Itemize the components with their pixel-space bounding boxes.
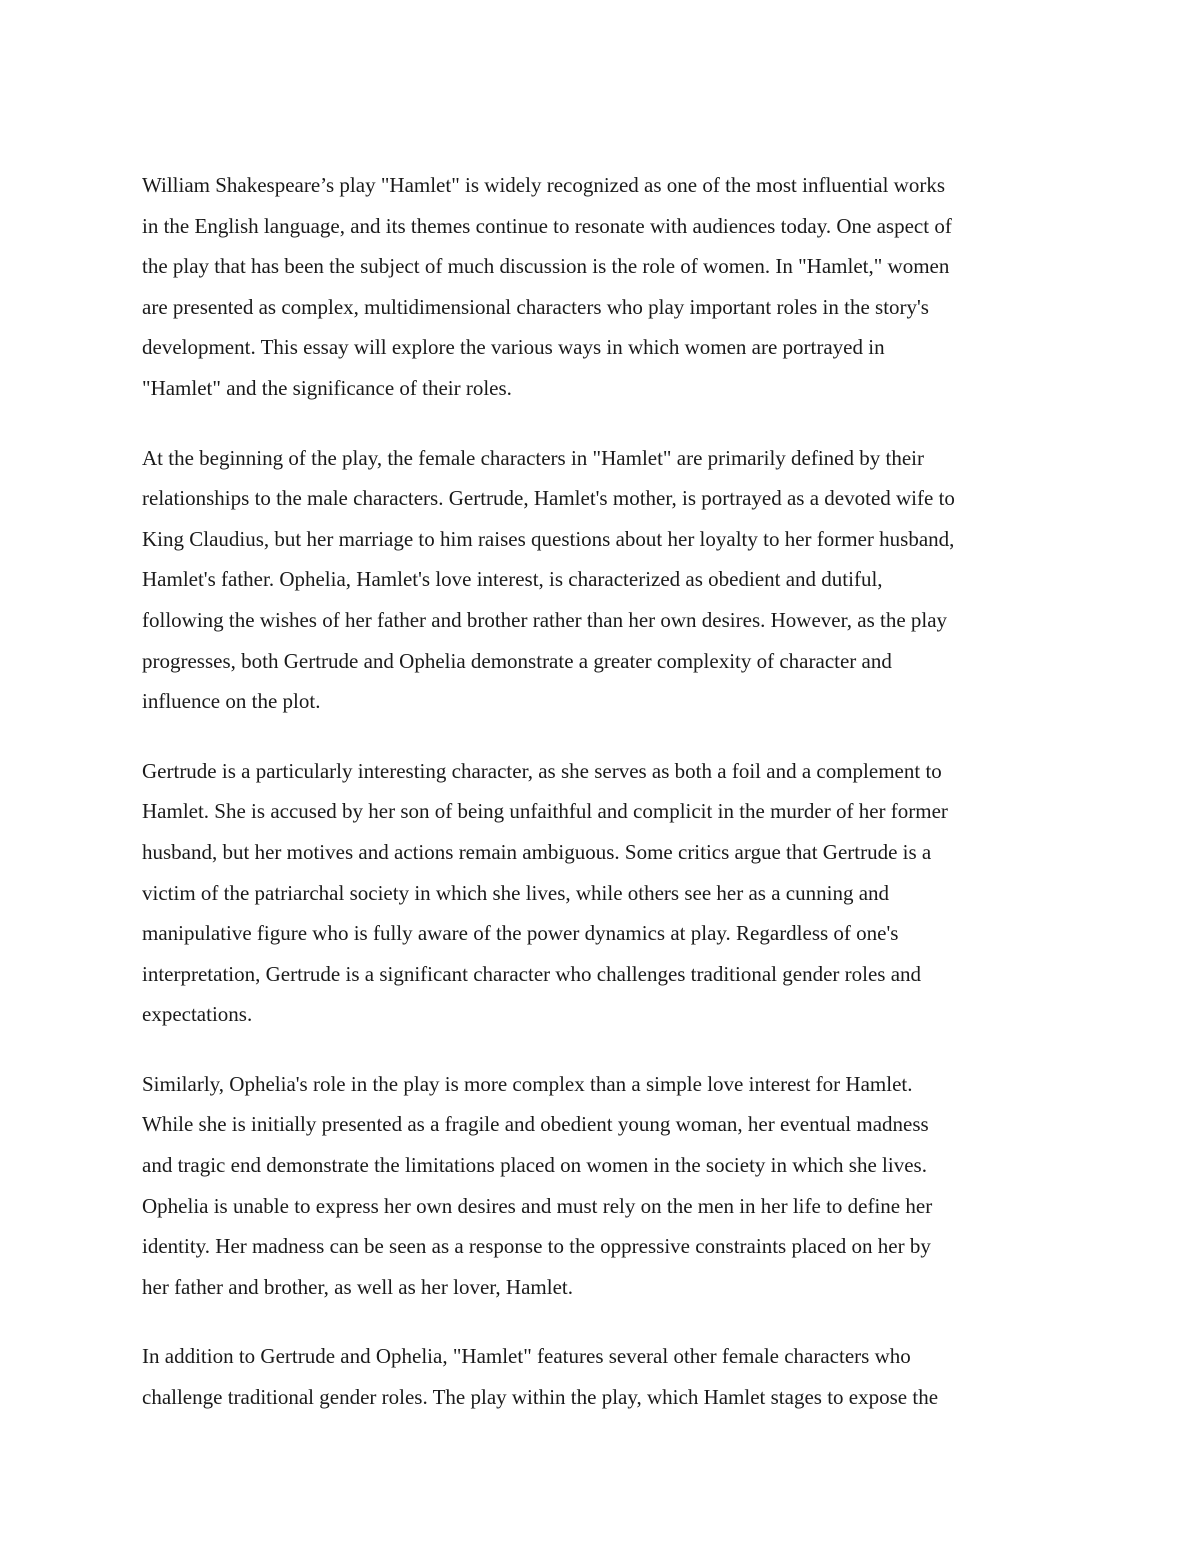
text-line: identity. Her madness can be seen as a response to the oppressive constraints placed on her by	[142, 1234, 931, 1259]
text-line: and tragic end demonstrate the limitations placed on women in the society in which she lives.	[142, 1153, 927, 1178]
text-line: interpretation, Gertrude is a significant character who challenges traditional gender roles and	[142, 961, 922, 986]
text-line: husband, but her motives and actions remain ambiguous. Some critics argue that Gertrude is a	[142, 839, 932, 864]
essay-body	[142, 165, 1062, 1447]
paragraph-5	[142, 1336, 1062, 1417]
text-line: Hamlet. She is accused by her son of being unfaithful and complicit in the murder of her former	[142, 799, 948, 824]
text-line: are presented as complex, multidimensional characters who play important roles in the story's	[142, 294, 929, 319]
text-line: Gertrude is a particularly interesting character, as she serves as both a foil and a complement to	[142, 758, 942, 783]
text-line: King Claudius, but her marriage to him raises questions about her loyalty to her former husband,	[142, 526, 955, 551]
text-line: "Hamlet" and the significance of their roles.	[142, 375, 512, 400]
text-line: Ophelia is unable to express her own desires and must rely on the men in her life to define her	[142, 1193, 933, 1218]
text-line: Similarly, Ophelia's role in the play is more complex than a simple love interest for Hamlet.	[142, 1071, 913, 1096]
text-line: manipulative figure who is fully aware of the power dynamics at play. Regardless of one's	[142, 921, 899, 946]
paragraph-3	[142, 751, 1062, 1035]
text-line: At the beginning of the play, the female characters in "Hamlet" are primarily defined by their	[142, 445, 924, 470]
text-line: her father and brother, as well as her lover, Hamlet.	[142, 1274, 573, 1299]
text-line: expectations.	[142, 1002, 253, 1027]
text-line: the play that has been the subject of much discussion is the role of women. In "Hamlet," women	[142, 254, 950, 279]
text-line: influence on the plot.	[142, 689, 321, 714]
paragraph-2	[142, 438, 1062, 722]
text-line: progresses, both Gertrude and Ophelia demonstrate a greater complexity of character and	[142, 648, 892, 673]
paragraph-1	[142, 165, 1062, 409]
text-line: William Shakespeare’s play "Hamlet" is widely recognized as one of the most influential works	[142, 173, 946, 197]
text-line: victim of the patriarchal society in which she lives, while others see her as a cunning and	[142, 880, 890, 905]
text-line: in the English language, and its themes continue to resonate with audiences today. One aspect of	[142, 213, 952, 238]
text-line: While she is initially presented as a fragile and obedient young woman, her eventual madness	[142, 1112, 929, 1137]
paragraph-4	[142, 1064, 1062, 1308]
text-line: challenge traditional gender roles. The play within the play, which Hamlet stages to expose the	[142, 1385, 939, 1410]
text-line: development. This essay will explore the various ways in which women are portrayed in	[142, 335, 885, 360]
text-line: Hamlet's father. Ophelia, Hamlet's love interest, is characterized as obedient and dutiful,	[142, 567, 883, 592]
text-line: In addition to Gertrude and Ophelia, "Hamlet" features several other female characters who	[142, 1344, 911, 1369]
text-line: relationships to the male characters. Gertrude, Hamlet's mother, is portrayed as a devoted wife to	[142, 486, 955, 511]
text-line: following the wishes of her father and brother rather than her own desires. However, as the play	[142, 607, 948, 632]
